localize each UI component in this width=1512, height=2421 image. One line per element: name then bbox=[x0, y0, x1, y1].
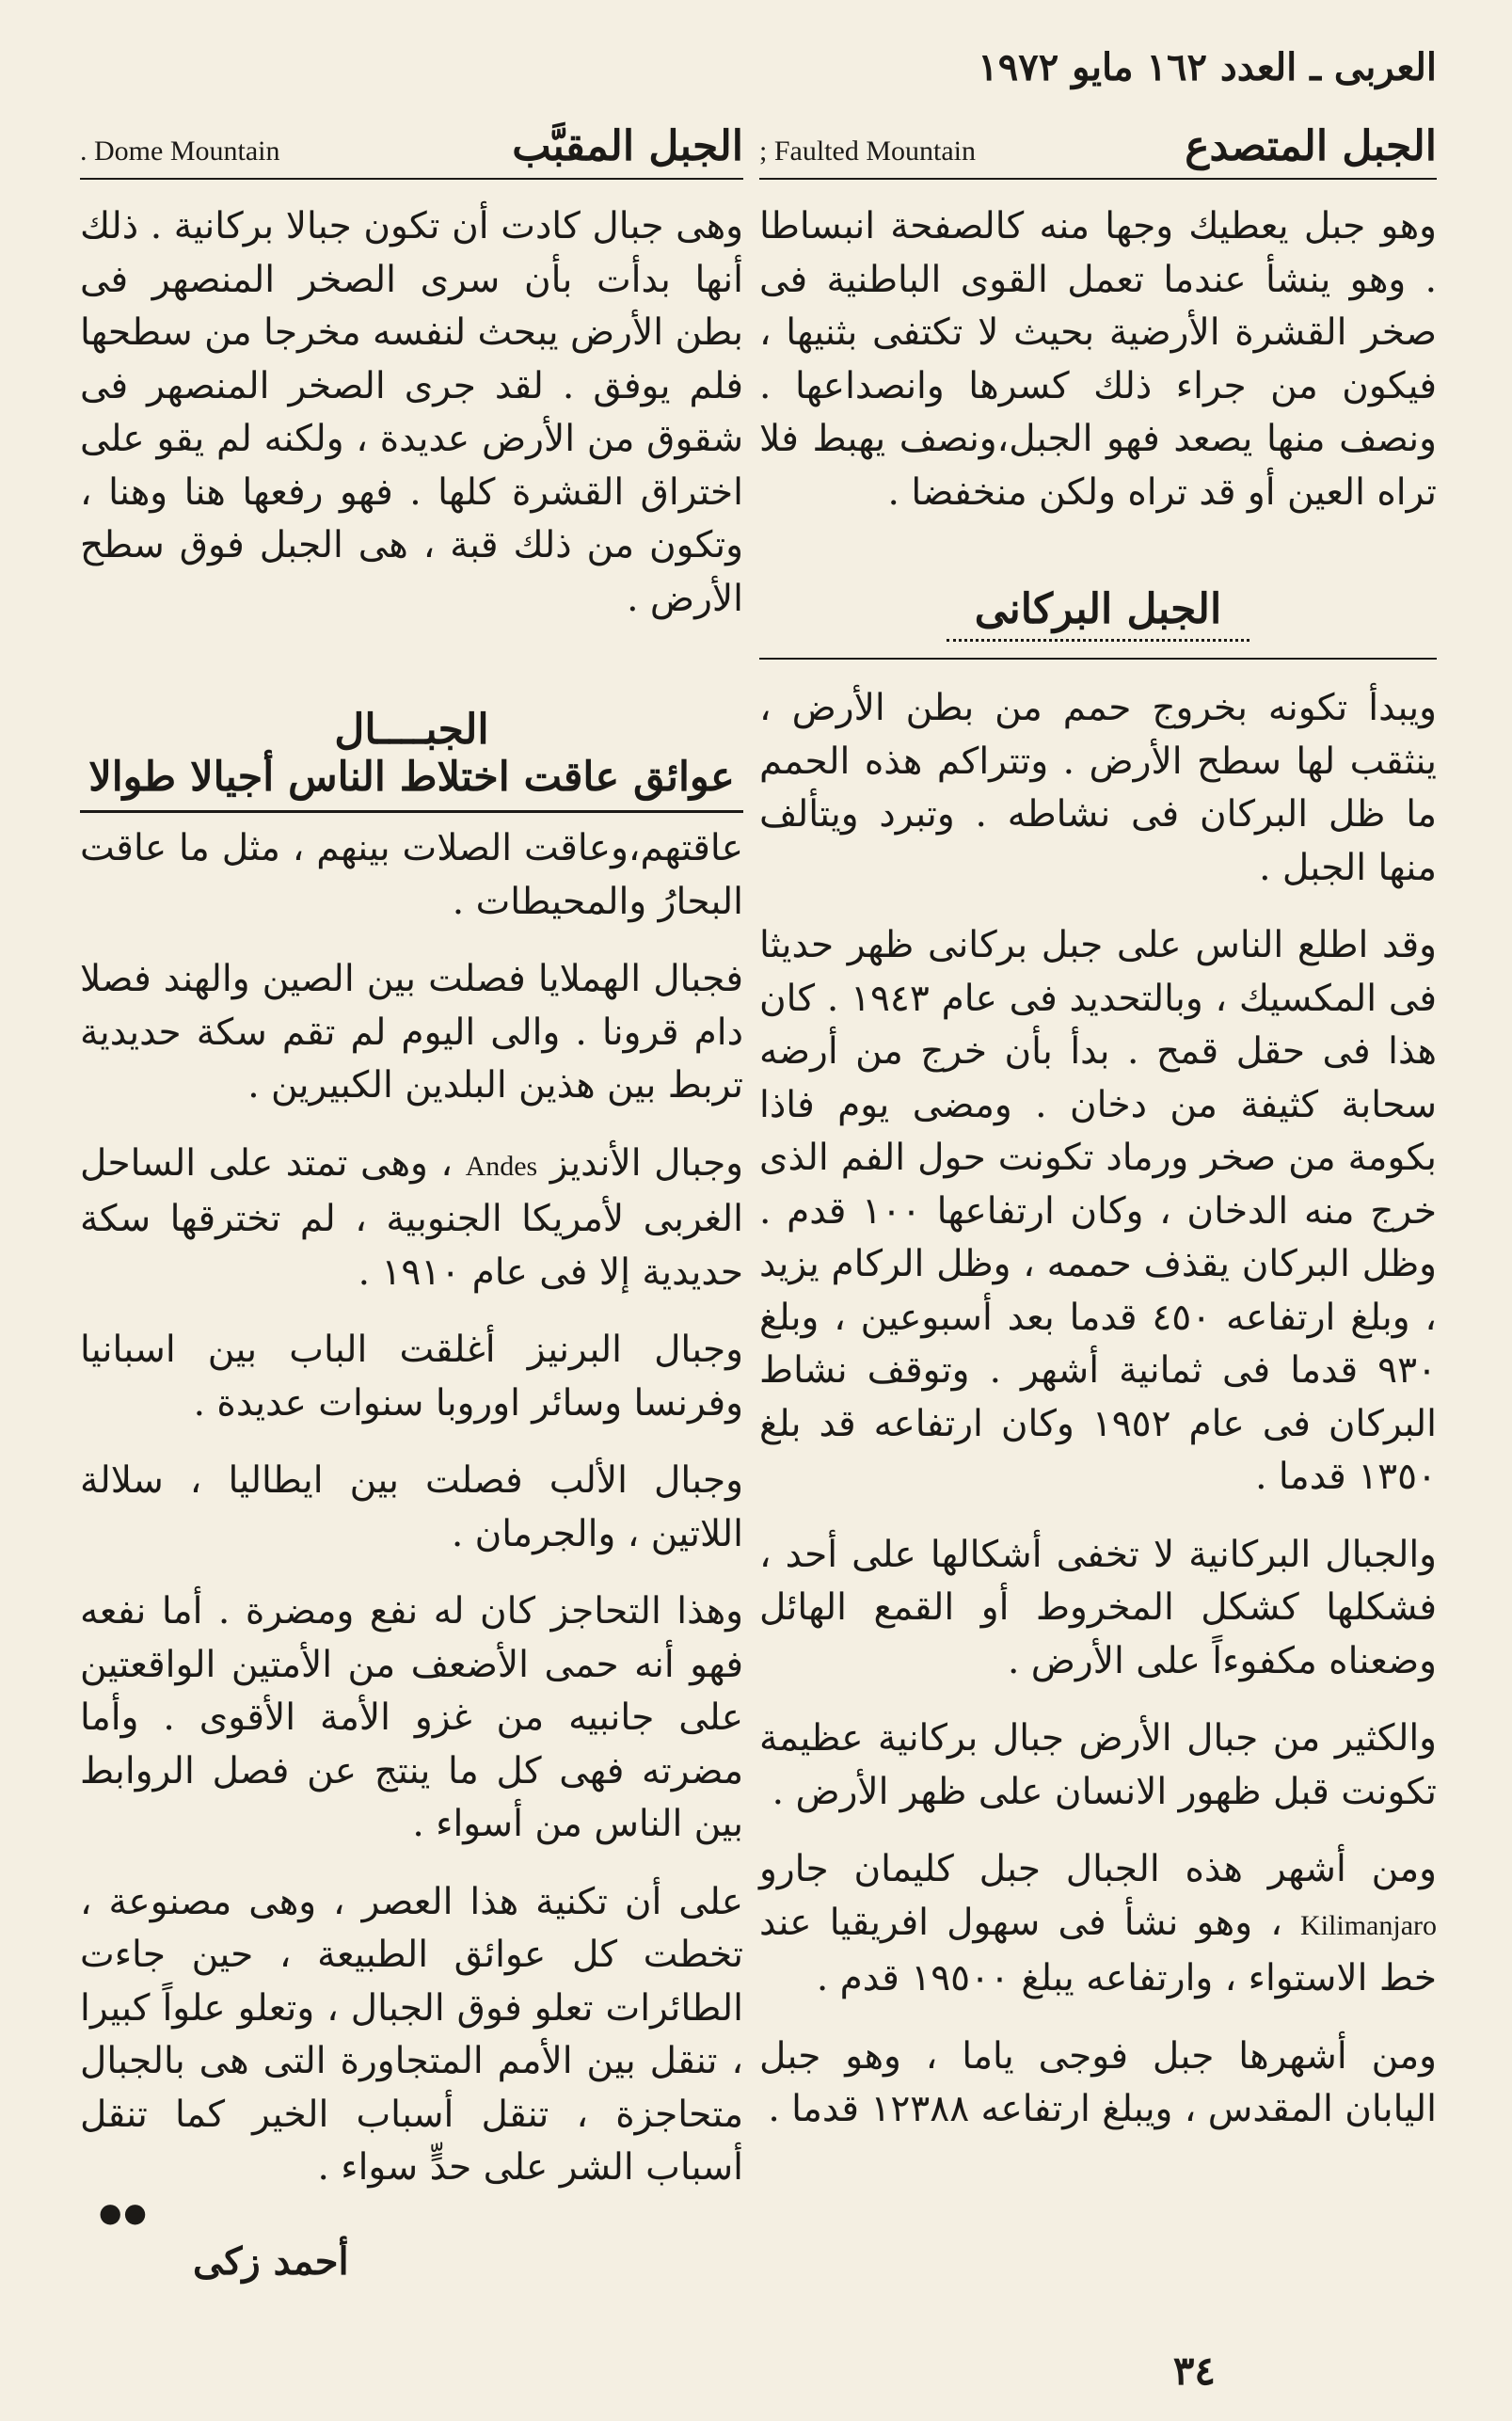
dome-english: . Dome Mountain bbox=[80, 135, 280, 167]
fuji-paragraph: ومن أشهرها جبل فوجى ياما ، وهو جبل اليابان المقدس ، ويبلغ ارتفاعه ١٢٣٨٨ قدما . bbox=[759, 2034, 1437, 2130]
end-ornament: ●● bbox=[99, 2197, 149, 2228]
faulted-english: ; Faulted Mountain bbox=[759, 135, 976, 167]
technology-paragraph: على أن تكنية هذا العصر ، وهى مصنوعة ، تخطت كل عوائق الطبيعة ، حين جاءت الطائرات تعلو فوق الجبال ، وتعلو علواً كبيرا ، تنقل بين الأمم المتجاورة التى هى بالجبال متحاجزة ، تنقل أسباب الخير كما تنقل أسباب الشر على حدٍّ سواء . bbox=[80, 1880, 743, 2189]
volcanic-paragraph-3: والجبال البركانية لا تخفى أشكالها على أحد ، فشكلها كشكل المخروط أو القمع الهائل وضعناه مكفوءاً على الأرض . bbox=[759, 1533, 1437, 1682]
barrier-paragraph: وهذا التحاجز كان له نفع ومضرة . أما نفعه فهو أنه حمى الأضعف من الأمتين الواقعتين على جانبيه من غزو الأمة الأقوى . وأما مضرته فهى كل ما ينتج عن فصل الروابط بين الناس من أسواء . bbox=[80, 1590, 743, 1845]
kilimanjaro-text-before: ومن أشهر هذه الجبال جبل كليمان جارو bbox=[759, 1848, 1437, 1890]
volcanic-paragraph-2: وقد اطلع الناس على جبل بركانى ظهر حديثا فى المكسيك ، وبالتحديد فى عام ١٩٤٣ . كان هذا فى حقل قمح . بدأ بأن خرج من أرضه سحابة كثيفة من دخان . ومضى يوم فاذا بكومة من صخر ورماد تكونت حول الفم الذى خرج منه الدخان ، وكان ارتفاعها ١٠٠ قدم . وظل البركان يقذف حممه ، وظل الركام يزيد ، وبلغ ارتفاعه ٤٥٠ قدما بعد أسبوعين ، وبلغ ٩٣٠ قدما فى ثمانية أشهر . وتوقف نشاط البركان فى عام ١٩٥٢ وكان ارتفاعه قد بلغ ١٣٥٠ قدما . bbox=[759, 924, 1437, 1498]
dome-title: الجبل المقبَّب bbox=[512, 122, 743, 170]
author-signature: أحمد زكى bbox=[193, 2239, 349, 2284]
page-number: ٣٤ bbox=[1172, 2348, 1216, 2394]
mountains-paragraph-2: فجبال الهملايا فصلت بين الصين والهند فصلا دام قرونا . والى اليوم لم تقم سكة حديدية تربط بين هذين البلدين الكبيرين . bbox=[80, 958, 743, 1107]
pyrenees-paragraph: وجبال البرنيز أغلقت الباب بين اسبانيا وفرنسا وسائر اوروبا سنوات عديدة . bbox=[80, 1329, 743, 1425]
alps-paragraph: وجبال الألب فصلت بين ايطاليا ، سلالة اللاتين ، والجرمان . bbox=[80, 1459, 743, 1555]
kilimanjaro-text-after: ، وهو نشأ فى سهول افريقيا عند خط الاستواء ، وارتفاعه يبلغ ١٩٥٠٠ قدم . bbox=[759, 1901, 1437, 1999]
right-column bbox=[759, 122, 1437, 2161]
volcanic-rule bbox=[759, 658, 1437, 660]
dome-text: وهى جبال كادت أن تكون جبالا بركانية . ذلك أنها بدأت بأن سرى الصخر المنصهر فى بطن الأرض يبحث لنفسه مخرجا من سطحها فلم يوفق . لقد جرى الصخر المنصهر فى شقوق من الأرض عديدة ، ولكنه لم يقو على اختراق القشرة كلها . فهو رفعها هنا وهنا ، وتكون من ذلك قبة ، هى الجبل فوق سطح الأرض . bbox=[79, 205, 743, 620]
kilimanjaro-paragraph bbox=[759, 1843, 1437, 2006]
andes-text-before: وجبال الأنديز bbox=[549, 1141, 744, 1185]
faulted-title: الجبل المتصدع bbox=[1185, 122, 1437, 170]
mountains-title: الجبــــال bbox=[334, 706, 489, 754]
volcanic-title: الجبل البركانى bbox=[947, 585, 1249, 642]
volcanic-paragraph-1: ويبدأ تكونه بخروج حمم من بطن الأرض ، ينثقب لها سطح الأرض . وتتراكم هذه الحمم ما ظل البركان فى نشاطه . وتبرد ويتألف منها الجبل . bbox=[759, 687, 1437, 889]
volcanic-paragraph-4: والكثير من جبال الأرض جبال بركانية عظيمة تكونت قبل ظهور الانسان على ظهر الأرض . bbox=[759, 1717, 1437, 1813]
left-column bbox=[80, 122, 743, 2220]
faulted-text: وهو جبل يعطيك وجها منه كالصفحة انبساطا . وهو ينشأ عندما تعمل القوى الباطنية فى صخر القشرة الأرضية بحيث لا تكتفى بثنيها ، فيكون من جراء ذلك كسرها وانصداعها . ونصف منها يصعد فهو الجبل،ونصف يهبط فلا تراه العين أو قد تراه ولكن منخفضا . bbox=[759, 205, 1437, 514]
running-head: العربى ـ العدد ١٦٢ مايو ١٩٧٢ bbox=[978, 45, 1437, 89]
kilimanjaro-latin: Kilimanjaro bbox=[1300, 1909, 1438, 1941]
volcanic-heading bbox=[759, 585, 1437, 641]
andes-latin: Andes bbox=[465, 1150, 538, 1182]
faulted-heading bbox=[759, 122, 1437, 180]
andes-text-after: ، وهى تمتد على الساحل الغربى لأمريكا الجنوبية ، لم تخترقها سكة حديدية إلا فى عام ١٩١٠ . bbox=[80, 1141, 743, 1294]
dome-heading bbox=[80, 122, 743, 180]
mountains-subtitle: عوائق عاقت اختلاط الناس أجيالا طوالا bbox=[80, 754, 743, 813]
andes-paragraph bbox=[80, 1138, 743, 1300]
mountains-paragraph-1: عاقتهم،وعاقت الصلات بينهم ، مثل ما عاقت البحارُ والمحيطات . bbox=[80, 827, 743, 923]
